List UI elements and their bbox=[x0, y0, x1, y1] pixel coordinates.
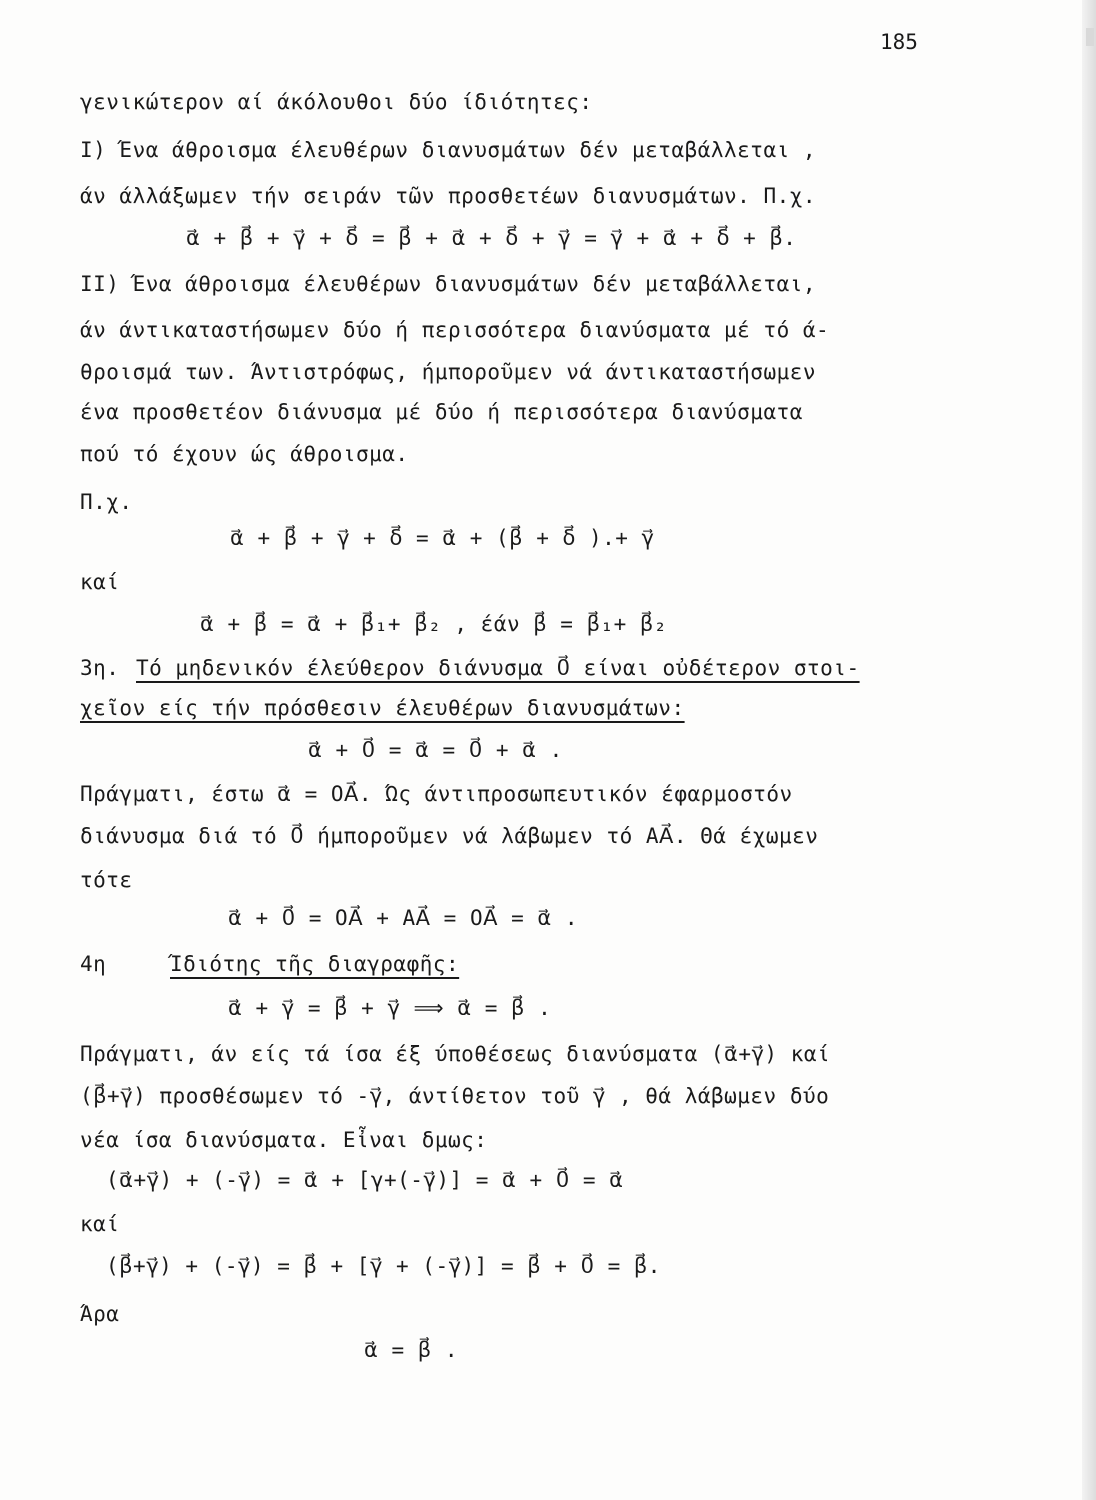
equation: α⃗ + 0⃗ = α⃗ = 0⃗ + α⃗ . bbox=[308, 738, 563, 762]
equation: α⃗ + β⃗ + γ⃗ + δ⃗ = β⃗ + α⃗ + δ⃗ + γ⃗ = γ⃗ + α⃗ + δ⃗ + β⃗. bbox=[186, 226, 797, 250]
text-line: II) Ένα άθροισμα έλευθέρων διανυσμάτων δέν μεταβάλλεται, bbox=[80, 272, 817, 296]
page-number: 185 bbox=[880, 30, 918, 54]
equation: α⃗ = β⃗ . bbox=[364, 1338, 458, 1362]
text-line: νέα ίσα διανύσματα. Εἶναι δμως: bbox=[80, 1128, 488, 1152]
text-line: γενικώτερον αί άκόλουθοι δύο ίδιότητες: bbox=[80, 90, 593, 114]
equation: (β⃗+γ⃗) + (-γ⃗) = β⃗ + [γ⃗ + (-γ⃗)] = β⃗ + 0⃗ = β⃗. bbox=[106, 1254, 661, 1278]
section-heading: Τό μηδενικόν έλεύθερον διάνυσμα 0⃗ είναι οὐδέτερον στοι- bbox=[136, 656, 860, 680]
equation: α⃗ + β⃗ + γ⃗ + δ⃗ = α⃗ + (β⃗ + δ⃗ ).+ γ⃗ bbox=[230, 526, 655, 550]
equation: (α⃗+γ⃗) + (-γ⃗) = α⃗ + [γ+(-γ⃗)] = α⃗ + 0⃗ = α⃗ bbox=[106, 1168, 624, 1192]
text-line: τότε bbox=[80, 868, 133, 892]
text-line: Π.χ. bbox=[80, 490, 133, 514]
text-line: Πράγματι, άν είς τά ίσα έξ ύποθέσεως διανύσματα (α⃗+γ⃗) καί bbox=[80, 1042, 831, 1066]
text-line: άν άλλάξωμεν τήν σειράν τῶν προσθετέων διανυσμάτων. Π.χ. bbox=[80, 184, 817, 208]
equation: α⃗ + 0⃗ = OA⃗ + AA⃗ = OA⃗ = α⃗ . bbox=[228, 906, 579, 930]
text-line: θροισμά των. Άντιστρόφως, ήμποροῦμεν νά άντικαταστήσωμεν bbox=[80, 360, 817, 384]
page-edge bbox=[1082, 0, 1096, 1500]
page-edge-mark bbox=[1086, 28, 1094, 46]
text-line: διάνυσμα διά τό 0⃗ ήμποροῦμεν νά λάβωμεν τό AA⃗. Θά έχωμεν bbox=[80, 824, 819, 848]
text-line: Άρα bbox=[80, 1302, 120, 1326]
text-line: ένα προσθετέον διάνυσμα μέ δύο ή περισσότερα διανύσματα bbox=[80, 400, 803, 424]
section-heading: χεῖον είς τήν πρόσθεσιν έλευθέρων διανυσμάτων: bbox=[80, 696, 685, 720]
text-line: πού τό έχουν ώς άθροισμα. bbox=[80, 442, 409, 466]
equation: α⃗ + γ⃗ = β⃗ + γ⃗ ⟹ α⃗ = β⃗ . bbox=[228, 996, 552, 1020]
text-line: καί bbox=[80, 570, 120, 594]
text-line: Πράγματι, έστω α⃗ = OA⃗. Ώς άντιπροσωπευτικόν έφαρμοστόν bbox=[80, 782, 793, 806]
section-number: 3η. bbox=[80, 656, 120, 680]
equation: α⃗ + β⃗ = α⃗ + β⃗₁+ β⃗₂ , έάν β⃗ = β⃗₁+ β⃗₂ bbox=[200, 612, 667, 636]
text-line: άν άντικαταστήσωμεν δύο ή περισσότερα διανύσματα μέ τό ά- bbox=[80, 318, 830, 342]
section-heading: Ίδιότης τῆς διαγραφῆς: bbox=[170, 952, 460, 976]
section-number: 4η bbox=[80, 952, 107, 976]
text-line: (β⃗+γ⃗) προσθέσωμεν τό -γ⃗, άντίθετον τοῦ γ⃗ , θά λάβωμεν δύο bbox=[80, 1084, 830, 1108]
text-line: I) Ένα άθροισμα έλευθέρων διανυσμάτων δέν μεταβάλλεται , bbox=[80, 138, 817, 162]
text-line: καί bbox=[80, 1212, 120, 1236]
